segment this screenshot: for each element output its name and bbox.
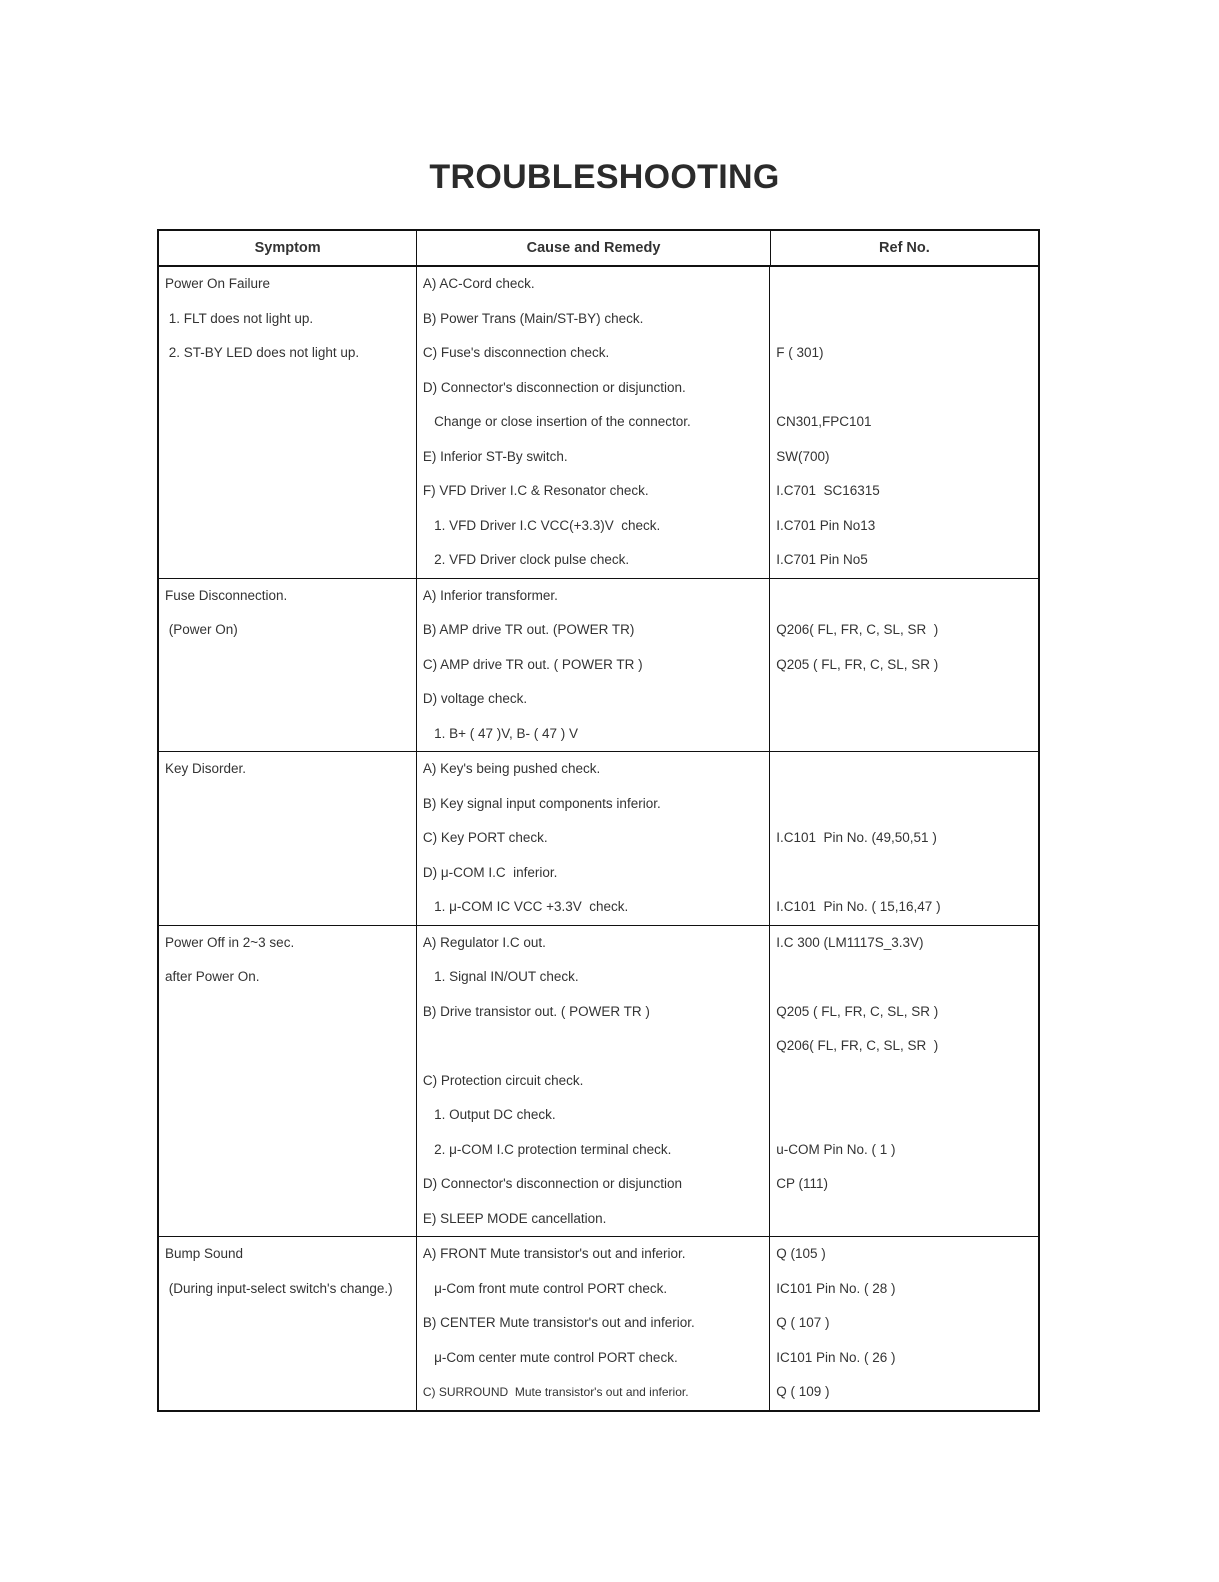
cause-line: A) Regulator I.C out.: [422, 934, 546, 950]
symptom-line: 1. FLT does not light up.: [165, 310, 314, 326]
cause-line: B) Key signal input components inferior.: [422, 795, 661, 811]
cause-cell: [417, 267, 770, 578]
cause-line: C) Protection circuit check.: [422, 1072, 584, 1088]
ref-line: I.C701 Pin No13: [776, 517, 876, 533]
cause-line: D) Connector's disconnection or disjunction: [422, 1176, 683, 1191]
symptom-line: Bump Sound: [165, 1246, 244, 1261]
ref-line: u-COM Pin No. ( 1 ): [776, 1141, 896, 1157]
symptom-cell: [159, 926, 417, 1237]
ref-line: [770, 682, 1038, 717]
cause-line: μ-Com front mute control PORT check.: [422, 1280, 668, 1296]
ref-line: CP (111): [776, 1176, 828, 1191]
ref-cell: [770, 579, 1038, 752]
table-header-row: [159, 231, 1038, 267]
cause-line: 1. VFD Driver I.C VCC(+3.3)V check.: [422, 517, 661, 533]
table-row-group: [159, 752, 1038, 926]
header-ref-no: Ref No.: [879, 240, 930, 256]
ref-line: I.C101 Pin No. ( 15,16,47 ): [776, 899, 941, 914]
ref-line: SW(700): [776, 448, 830, 464]
cause-line: 2. VFD Driver clock pulse check.: [422, 552, 630, 567]
ref-line: [770, 752, 1038, 787]
ref-line: Q206( FL, FR, C, SL, SR ): [776, 622, 939, 637]
symptom-line: Key Disorder.: [165, 761, 247, 776]
ref-line: F ( 301): [776, 345, 824, 360]
cause-line: 1. B+ ( 47 )V, B- ( 47 ) V: [422, 725, 579, 741]
symptom-cell: [159, 267, 417, 578]
troubleshooting-table: [157, 229, 1040, 1412]
header-cause-and-remedy: Cause and Remedy: [417, 231, 771, 265]
ref-line: I.C101 Pin No. (49,50,51 ): [776, 830, 937, 845]
ref-cell: [770, 267, 1038, 578]
cause-cell: [417, 579, 770, 752]
symptom-line: (During input-select switch's change.): [165, 1280, 393, 1296]
ref-line: Q (105 ): [776, 1246, 826, 1261]
ref-line: [770, 856, 1038, 891]
table-row-group: [159, 1237, 1038, 1410]
ref-line: [770, 960, 1038, 995]
symptom-line: 2. ST-BY LED does not light up.: [165, 345, 360, 360]
cause-line: F) VFD Driver I.C & Resonator check.: [422, 483, 649, 498]
cause-line: A) AC-Cord check.: [422, 276, 535, 291]
ref-line: [770, 302, 1038, 337]
table-row-group: [159, 267, 1038, 579]
ref-line: [770, 267, 1038, 302]
cause-line: Change or close insertion of the connector.: [422, 414, 691, 429]
page-title: TROUBLESHOOTING: [429, 158, 780, 196]
cause-line: 1. Signal IN/OUT check.: [422, 969, 579, 984]
ref-line: Q206( FL, FR, C, SL, SR ): [776, 1038, 939, 1053]
header-symptom: Symptom: [159, 231, 417, 265]
cause-line: A) Key's being pushed check.: [422, 761, 601, 776]
ref-line: I.C701 Pin No5: [776, 552, 868, 567]
ref-line: IC101 Pin No. ( 26 ): [776, 1349, 896, 1365]
symptom-cell: [159, 752, 417, 925]
ref-cell: [770, 1237, 1038, 1410]
cause-line: 1. Output DC check.: [422, 1107, 556, 1122]
ref-line: I.C701 SC16315: [776, 483, 880, 498]
ref-line: Q ( 107 ): [776, 1315, 830, 1330]
ref-line: [770, 371, 1038, 406]
ref-line: [770, 1098, 1038, 1133]
ref-cell: [770, 926, 1038, 1237]
symptom-line: after Power On.: [165, 969, 260, 984]
cause-line: B) AMP drive TR out. (POWER TR): [422, 622, 635, 637]
ref-line: Q205 ( FL, FR, C, SL, SR ): [776, 656, 939, 672]
cause-line: D) voltage check.: [422, 691, 528, 706]
ref-cell: [770, 752, 1038, 925]
ref-line: I.C 300 (LM1117S_3.3V): [776, 934, 924, 950]
ref-line: CN301,FPC101: [776, 414, 872, 429]
ref-line: [770, 1202, 1038, 1237]
cause-line: μ-Com center mute control PORT check.: [422, 1349, 678, 1365]
cause-line: C) Fuse's disconnection check.: [422, 345, 610, 360]
cause-line: A) FRONT Mute transistor's out and inferior.: [422, 1246, 686, 1261]
cause-line: D) Connector's disconnection or disjunction.: [422, 379, 686, 395]
symptom-line: Power Off in 2~3 sec.: [165, 934, 295, 950]
table-row-group: [159, 926, 1038, 1238]
ref-line: [770, 579, 1038, 614]
ref-line: [770, 717, 1038, 752]
table-row-group: [159, 579, 1038, 753]
cause-line: B) Power Trans (Main/ST-BY) check.: [422, 310, 644, 326]
cause-line: E) SLEEP MODE cancellation.: [422, 1210, 607, 1226]
ref-line: [770, 1064, 1038, 1099]
symptom-line: Power On Failure: [165, 276, 271, 291]
cause-cell: [417, 752, 770, 925]
cause-line: C) SURROUND Mute transistor's out and inferior.: [422, 1385, 689, 1399]
ref-line: Q205 ( FL, FR, C, SL, SR ): [776, 1003, 939, 1019]
cause-line: C) Key PORT check.: [422, 830, 548, 845]
ref-line: Q ( 109 ): [776, 1384, 830, 1399]
symptom-cell: [159, 1237, 417, 1410]
symptom-cell: [159, 579, 417, 752]
ref-line: [770, 787, 1038, 822]
symptom-line: (Power On): [165, 622, 238, 637]
cause-cell: [417, 1237, 770, 1410]
symptom-line: Fuse Disconnection.: [165, 587, 288, 603]
cause-line: B) CENTER Mute transistor's out and inferior.: [422, 1315, 695, 1330]
cause-line: E) Inferior ST-By switch.: [422, 448, 568, 464]
ref-line: IC101 Pin No. ( 28 ): [776, 1280, 896, 1296]
cause-cell: [417, 926, 770, 1237]
cause-line: B) Drive transistor out. ( POWER TR ): [422, 1003, 650, 1019]
cause-line: [417, 1029, 769, 1064]
cause-line: 1. μ-COM IC VCC +3.3V check.: [422, 899, 629, 914]
cause-line: D) μ-COM I.C inferior.: [422, 864, 558, 880]
cause-line: A) Inferior transformer.: [422, 587, 558, 603]
cause-line: C) AMP drive TR out. ( POWER TR ): [422, 656, 643, 672]
cause-line: 2. μ-COM I.C protection terminal check.: [422, 1141, 672, 1157]
